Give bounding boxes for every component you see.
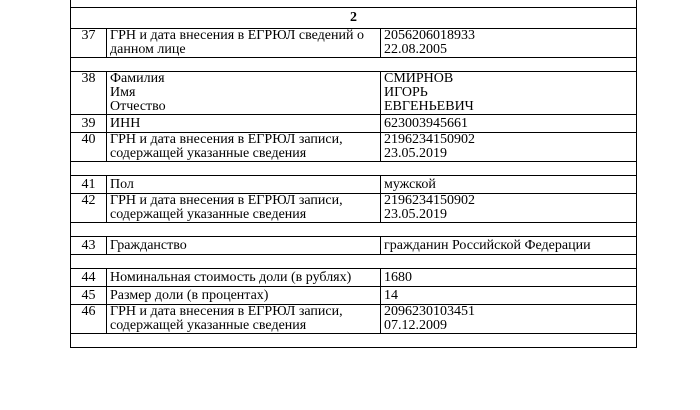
row-value: 14 <box>381 287 637 305</box>
spacer-row <box>71 334 637 348</box>
row-label: ГРН и дата внесения в ЕГРЮЛ записи, содержащей указанные сведения <box>107 194 381 223</box>
row-label: Гражданство <box>107 237 381 255</box>
row-label: ГРН и дата внесения в ЕГРЮЛ сведений о данном лице <box>107 29 381 58</box>
row-number: 45 <box>71 287 107 305</box>
row-value: 2196234150902 23.05.2019 <box>381 194 637 223</box>
row-label: ГРН и дата внесения в ЕГРЮЛ записи, содержащей указанные сведения <box>107 133 381 162</box>
table-row-38 <box>71 72 637 115</box>
row-label: Фамилия Имя Отчество <box>107 72 381 115</box>
row-value: 2096230103451 07.12.2009 <box>381 305 637 334</box>
egrul-extract-table <box>70 0 637 348</box>
table-row-43 <box>71 237 637 255</box>
row-number: 46 <box>71 305 107 334</box>
section-number: 2 <box>71 8 637 29</box>
spacer-row <box>71 58 637 72</box>
row-number: 42 <box>71 194 107 223</box>
table-row-40 <box>71 133 637 162</box>
row-label: Номинальная стоимость доли (в рублях) <box>107 269 381 287</box>
row-label: ГРН и дата внесения в ЕГРЮЛ записи, содержащей указанные сведения <box>107 305 381 334</box>
row-value: 2196234150902 23.05.2019 <box>381 133 637 162</box>
row-number: 43 <box>71 237 107 255</box>
row-number: 38 <box>71 72 107 115</box>
spacer-row <box>71 223 637 237</box>
row-value: 1680 <box>381 269 637 287</box>
spacer-row <box>71 255 637 269</box>
egrul-extract-table-container <box>70 0 637 348</box>
row-value: 2056206018933 22.08.2005 <box>381 29 637 58</box>
row-number: 39 <box>71 115 107 133</box>
table-row-46 <box>71 305 637 334</box>
table-top-edge-row <box>71 0 637 8</box>
row-label: Размер доли (в процентах) <box>107 287 381 305</box>
row-number: 41 <box>71 176 107 194</box>
row-number: 37 <box>71 29 107 58</box>
table-row-39 <box>71 115 637 133</box>
row-value: гражданин Российской Федерации <box>381 237 637 255</box>
table-row-44 <box>71 269 637 287</box>
row-value: СМИРНОВ ИГОРЬ ЕВГЕНЬЕВИЧ <box>381 72 637 115</box>
spacer-row <box>71 162 637 176</box>
table-row-45 <box>71 287 637 305</box>
table-row-41 <box>71 176 637 194</box>
row-number: 40 <box>71 133 107 162</box>
row-number: 44 <box>71 269 107 287</box>
section-header-row <box>71 8 637 29</box>
table-row-37 <box>71 29 637 58</box>
row-value: мужской <box>381 176 637 194</box>
row-value: 623003945661 <box>381 115 637 133</box>
row-label: Пол <box>107 176 381 194</box>
table-row-42 <box>71 194 637 223</box>
row-label: ИНН <box>107 115 381 133</box>
